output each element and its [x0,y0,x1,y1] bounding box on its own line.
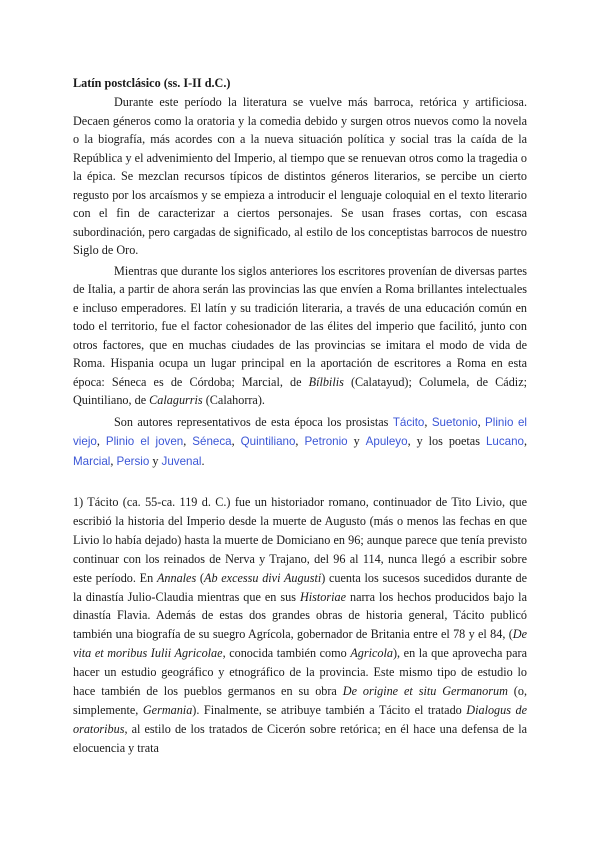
italic-title: Germania [142,702,193,717]
italic-term: Bílbilis [308,374,344,389]
italic-title: De origine et situ Germanorum [342,684,508,699]
text-run: . [201,453,205,468]
paragraph-provinces [73,262,527,410]
text-run: (Calahorra). [202,393,265,407]
text-run: , al estilo de los tratados de Cicerón sobre retórica; en él hace una defensa de la elocuencia y trata [73,721,527,755]
author-link-plinio-viejo[interactable]: Plinio el viejo [73,415,527,448]
footnote-tacito [73,493,527,758]
italic-title: Dialogus de oratoribus [73,702,527,736]
author-link-lucano[interactable]: Lucano [485,435,524,448]
author-link-seneca[interactable]: Séneca [192,435,232,448]
separator: y [149,453,162,468]
author-link-quintiliano[interactable]: Quintiliano [240,435,296,448]
author-link-suetonio[interactable]: Suetonio [431,415,478,429]
text-run: ), en la que aprovecha para hacer un estudio geográfico y etnográfico de la provincia. Este mismo tipo de estudio lo hace también de los pueblos germanos en su obra [73,646,528,699]
paragraph-intro: Durante este período la literatura se vuelve más barroca, retórica y artificiosa. Decaen géneros como la oratoria y la comedia debido y surgen otros nuevos como la novela o la biografía, más acordes con a la nueva situación política y social tras la caída de la República y el advenimiento del Imperio, al tiempo que se renuevan otros como la tragedia o la épica. Se mezclan recursos típicos de distintos géneros literarios, se percibe un cierto regusto por los arcaísmos y se empieza a introducir el lenguaje coloquial en el texto literario con el fin de caracterizar a ciertos personajes. Se usan frases cortas, con escasa subordinación, pero cargadas de significado, al estilo de los conceptistas barrocos de nuestro Siglo de Oro. [73,95,527,257]
separator: , [424,414,432,429]
text-run: ) cuenta los sucesos sucedidos durante de la dinastía Julio-Claudia mientras que en sus [73,570,528,604]
italic-title: Agricola [350,646,393,661]
author-link-persio[interactable]: Persio [116,454,150,468]
text-run: narra los hechos producidos bajo la dinastía Flavia. Además de estas dos grandes obras de historia general, Tácito publicó también una biografía de su suegro Agrícola, gobernador de Britania entre el 78 y el 84, ( [73,589,527,642]
text-run: (Calatayud); Columela, de Cádiz; Quintiliano, de [73,374,527,407]
separator: , [295,434,305,448]
author-link-plinio-joven[interactable]: Plinio el joven [105,435,184,448]
section-heading: Latín postclásico (ss. I-II d.C.) [73,76,231,90]
separator: , [477,414,486,429]
separator: , [231,434,241,448]
author-link-petronio[interactable]: Petronio [304,435,348,448]
separator: , [110,453,117,468]
text-run: Mientras que durante los siglos anteriores los escritores provenían de diversas partes de Italia, a partir de ahora serán las provincias las que envíen a Roma brillantes intelectuales e incluso emperadores. El latín y su tradición literaria, a través de una educación común en todo el territorio, fue el factor cohesionador de las élites del imperio que facilitó, junto con otros factores, que en muchas ciudades de las provincias se imitara el modo de vida de Roma. Hispania ocupa un lugar principal en la aportación de escritores a Roma en esta época: Séneca es de Córdoba; Marcial, de [73,263,527,389]
italic-title: De vita et moribus Iulii Agricolae [73,627,527,661]
author-link-tacito[interactable]: Tácito [392,415,425,429]
italic-title: Historiae [299,589,346,604]
separator: , [96,434,106,448]
text-run: ). Finalmente, se atribuye también a Tácito el tratado [192,702,467,717]
text-run: (o, simplemente, [73,684,527,717]
separator: , [183,434,193,448]
italic-title: Annales [156,570,197,585]
text-run: , conocida también como [222,646,351,661]
italic-title: Ab excessu divi Augusti [204,570,322,585]
author-link-juvenal[interactable]: Juvenal [161,454,202,468]
paragraph-authors [73,413,527,472]
separator: , [523,434,528,448]
separator: y [347,434,366,448]
text-run: 1) Tácito (ca. 55-ca. 119 d. C.) fue un historiador romano, continuador de Tito Livio, que escribió la historia del Imperio desde la muerte de Augusto (más o menos las fechas en que Livio lo había dejado) hasta la muerte de Domiciano en 96; aunque parece que tenía previsto continuar con los reinados de Nerva y Trajano, del 96 al 114, nunca llegó a escribir sobre este período. En [73,495,527,585]
text-run: ( [196,570,204,585]
author-link-apuleyo[interactable]: Apuleyo [365,435,408,448]
text-run: Son autores representativos de esta época los prosistas [114,414,393,429]
italic-term: Calagurris [149,393,203,407]
text-run: , y los poetas [407,434,486,448]
author-link-marcial[interactable]: Marcial [73,454,111,468]
